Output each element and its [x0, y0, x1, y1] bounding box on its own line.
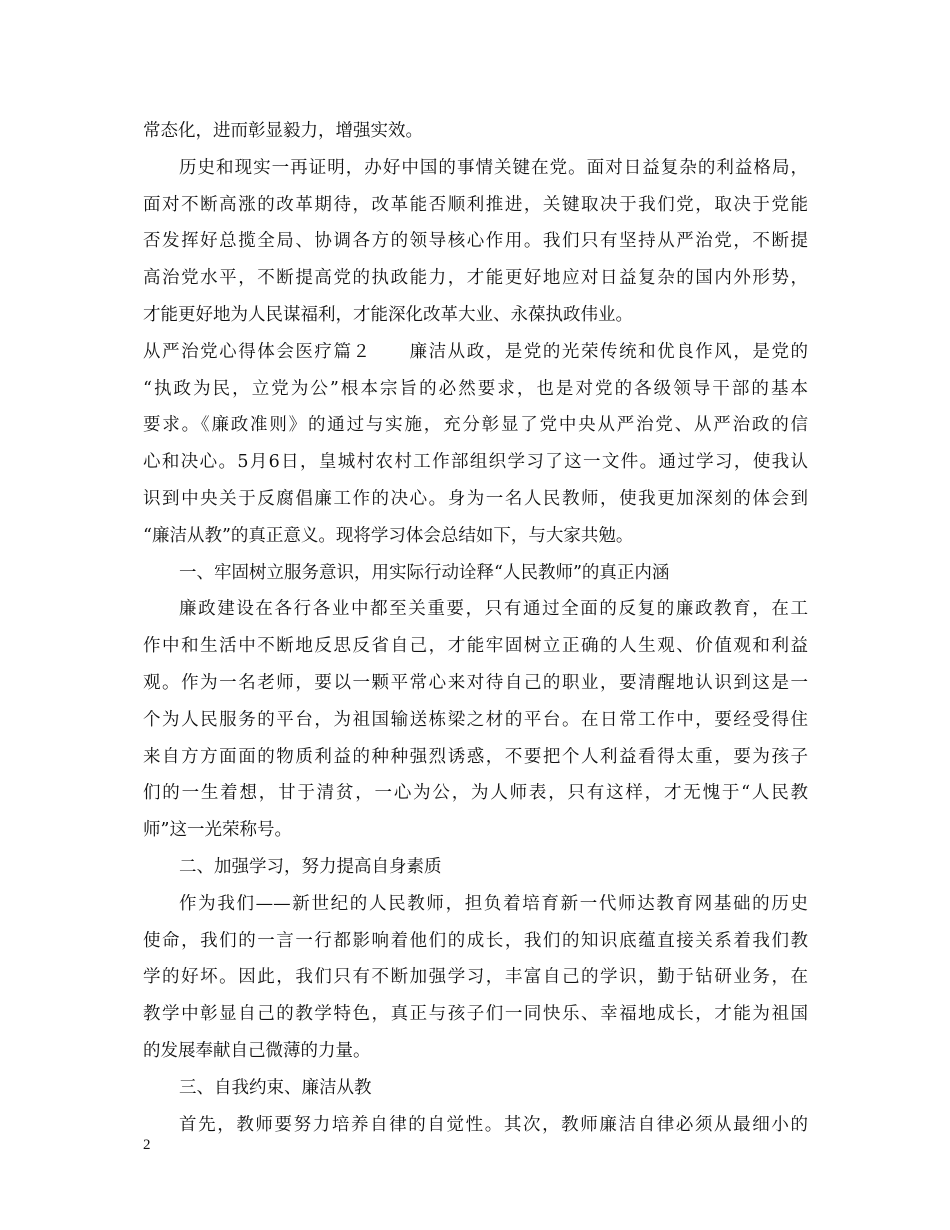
text-line: 面对不断高涨的改革期待，改革能否顺利推进，关键取决于我们党，取决于党能 [143, 194, 808, 215]
text-line: 使命，我们的一言一行都影响着他们的成长，我们的知识底蕴直接关系着我们教 [143, 930, 808, 951]
text-line: 首先，教师要努力培养自律的自觉性。其次，教师廉洁自律必须从最细小的 [179, 1114, 808, 1135]
text-line: 教学中彰显自己的教学特色，真正与孩子们一同快乐、幸福地成长，才能为祖国 [143, 1004, 808, 1025]
text-line: 要求。《廉政准则》的通过与实施，充分彰显了党中央从严治党、从严治政的信 [143, 415, 808, 436]
text-line: 高治党水平，不断提高党的执政能力，才能更好地应对日益复杂的国内外形势， [143, 268, 808, 289]
text-line: “廉洁从教”的真正意义。现将学习体会总结如下，与大家共勉。 [143, 525, 634, 546]
text-line: 作为我们——新世纪的人民教师，担负着培育新一代师达教育网基础的历史 [179, 893, 808, 914]
text-line: 们的一生着想，甘于清贫，一心为公，为人师表，只有这样，才无愧于“人民教 [143, 783, 808, 804]
subheading: 二、加强学习，努力提高自身素质 [179, 856, 442, 877]
section-title: 从严治党心得体会医疗篇２ [143, 341, 372, 362]
text-line: 师”这一光荣称号。 [143, 820, 292, 841]
text-line: 历史和现实一再证明，办好中国的事情关键在党。面对日益复杂的利益格局， [179, 157, 808, 178]
text-line: 识到中央关于反腐倡廉工作的决心。身为一名人民教师，使我更加深刻的体会到 [143, 488, 808, 509]
text-line: 常态化，进而彰显毅力，增强实效。 [143, 121, 423, 141]
text-line: 的发展奉献自己微薄的力量。 [143, 1040, 371, 1061]
text-line: 否发挥好总揽全局、协调各方的领导核心作用。我们只有坚持从严治党，不断提 [143, 231, 808, 252]
text-line: 观。作为一名老师，要以一颗平常心来对待自己的职业，要清醒地认识到这是一 [143, 672, 808, 693]
subheading: 一、牢固树立服务意识，用实际行动诠释“人民教师”的真正内涵 [179, 562, 670, 583]
text-line: 学的好坏。因此，我们只有不断加强学习，丰富自己的学识，勤于钻研业务，在 [143, 967, 808, 988]
text-line: 心和决心。5月6日，皇城村农村工作部组织学习了这一文件。通过学习，使我认 [143, 452, 808, 473]
section-title-line [143, 334, 808, 371]
text-line: “执政为民，立党为公”根本宗旨的必然要求，也是对党的各级领导干部的基本 [143, 378, 808, 399]
text-line: 才能更好地为人民谋福利，才能深化改革大业、永葆执政伟业。 [143, 304, 633, 325]
text-line: 作中和生活中不断地反思反省自己，才能牢固树立正确的人生观、价值观和利益 [143, 636, 808, 657]
document-body [143, 113, 808, 1143]
text-line: 来自方方面面的物质利益的种种强烈诱惑，不要把个人利益看得太重，要为孩子 [143, 746, 808, 767]
page-number: 2 [143, 1137, 151, 1153]
section-first-text: 廉洁从政，是党的光荣传统和优良作风，是党的 [409, 341, 808, 362]
text-line: 个为人民服务的平台，为祖国输送栋梁之材的平台。在日常工作中，要经受得住 [143, 709, 808, 730]
text-line: 廉政建设在各行各业中都至关重要，只有通过全面的反复的廉政教育，在工 [179, 599, 808, 620]
subheading: 三、自我约束、廉洁从教 [179, 1077, 372, 1098]
